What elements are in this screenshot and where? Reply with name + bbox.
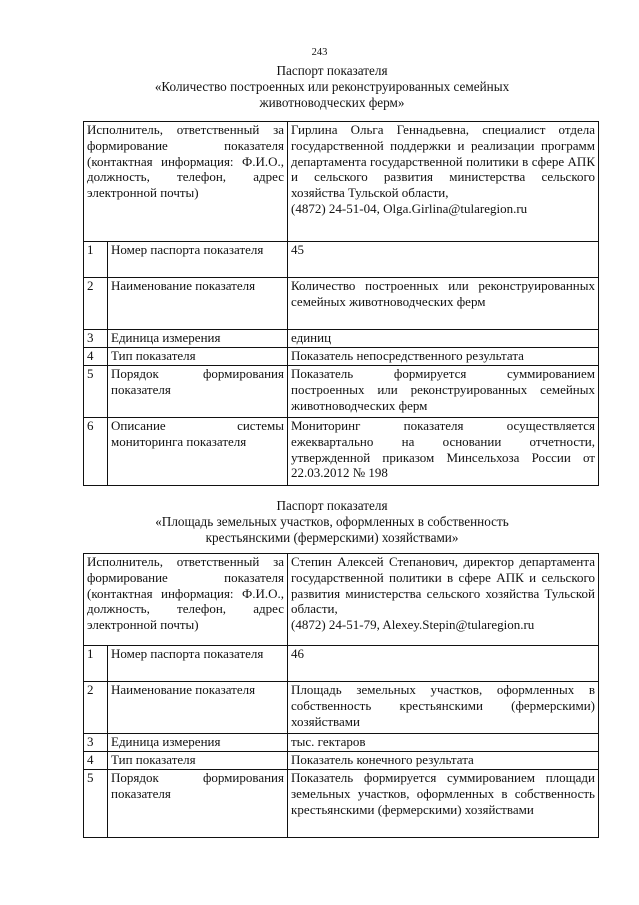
row-value: Показатель конечного результата [288, 752, 599, 770]
passport-1-title [82, 63, 582, 111]
table-row [84, 418, 599, 486]
row-label: Номер паспорта показателя [108, 646, 288, 682]
table-row [84, 752, 599, 770]
row-value: 46 [288, 646, 599, 682]
page-number: 243 [311, 47, 328, 58]
row-value: тыс. гектаров [288, 734, 599, 752]
executor-label: Исполнитель, ответственный за формирование показателя (контактная информация: Ф.И.О., должность, телефон, адрес электронной почты) [84, 554, 288, 646]
executor-contact: (4872) 24-51-04, Olga.Girlina@tularegion.ru [291, 200, 528, 216]
row-value: Показатель непосредственного результата [288, 348, 599, 366]
row-value: Количество построенных или реконструированных семейных животноводческих ферм [288, 278, 599, 330]
row-value: Мониторинг показателя осуществляется ежеквартально на основании отчетности, утвержденной приказом Минсельхоза России от 22.03.2012 № 198 [288, 418, 599, 486]
row-label: Порядок формирования показателя [108, 770, 288, 838]
row-label: Наименование показателя [108, 278, 288, 330]
row-number: 5 [84, 770, 108, 838]
row-number: 2 [84, 682, 108, 734]
row-value: Показатель формируется суммированием построенных или реконструированных семейных животноводческих ферм [288, 366, 599, 418]
row-value: Площадь земельных участков, оформленных в собственность крестьянскими (фермерскими) хозяйствами [288, 682, 599, 734]
table-row [84, 646, 599, 682]
row-label: Описание системы мониторинга показателя [108, 418, 288, 486]
row-label: Единица измерения [108, 734, 288, 752]
table-row [84, 278, 599, 330]
passport-2-title [82, 498, 582, 546]
row-value: 45 [288, 242, 599, 278]
row-number: 4 [84, 752, 108, 770]
executor-value: Гирлина Ольга Геннадьевна, специалист отдела государственной поддержки и реализации программ департамента государственной политики в сфере АПК и сельского развития министерства сельского хозяйства Тульской области, [291, 122, 595, 201]
table-row [84, 366, 599, 418]
table-row [84, 770, 599, 838]
row-label: Тип показателя [108, 752, 288, 770]
table-row [84, 242, 599, 278]
table-row [84, 330, 599, 348]
row-value: единиц [288, 330, 599, 348]
row-label: Единица измерения [108, 330, 288, 348]
passport-1-table [83, 121, 599, 486]
table-row [84, 682, 599, 734]
passport-title-line: крестьянскими (фермерскими) хозяйствами» [205, 530, 459, 545]
row-number: 5 [84, 366, 108, 418]
row-number: 4 [84, 348, 108, 366]
passport-heading: Паспорт показателя [276, 498, 388, 513]
row-value: Показатель формируется суммированием площади земельных участков, оформленных в собственность крестьянскими (фермерскими) хозяйствами [288, 770, 599, 838]
executor-value-cell [288, 554, 599, 646]
row-number: 6 [84, 418, 108, 486]
row-label: Наименование показателя [108, 682, 288, 734]
executor-row [84, 122, 599, 242]
passport-heading: Паспорт показателя [276, 63, 388, 78]
table-row [84, 348, 599, 366]
row-number: 2 [84, 278, 108, 330]
row-number: 3 [84, 734, 108, 752]
passport-2-table [83, 553, 599, 838]
passport-title-line: животноводческих ферм» [259, 95, 405, 110]
passport-title-line: «Количество построенных или реконструированных семейных [154, 79, 510, 94]
row-number: 3 [84, 330, 108, 348]
executor-row [84, 554, 599, 646]
row-label: Порядок формирования показателя [108, 366, 288, 418]
row-number: 1 [84, 646, 108, 682]
executor-label: Исполнитель, ответственный за формирование показателя (контактная информация: Ф.И.О., должность, телефон, адрес электронной почты) [84, 122, 288, 242]
row-number: 1 [84, 242, 108, 278]
row-label: Номер паспорта показателя [108, 242, 288, 278]
table-row [84, 734, 599, 752]
passport-title-line: «Площадь земельных участков, оформленных в собственность [155, 514, 509, 529]
executor-value-cell [288, 122, 599, 242]
executor-contact: (4872) 24-51-79, Alexey.Stepin@tularegion.ru [291, 617, 535, 633]
executor-value: Степин Алексей Степанович, директор департамента государственной политики в сфере АПК и сельского развития министерства сельского хозяйства Тульской области, [291, 554, 595, 617]
row-label: Тип показателя [108, 348, 288, 366]
